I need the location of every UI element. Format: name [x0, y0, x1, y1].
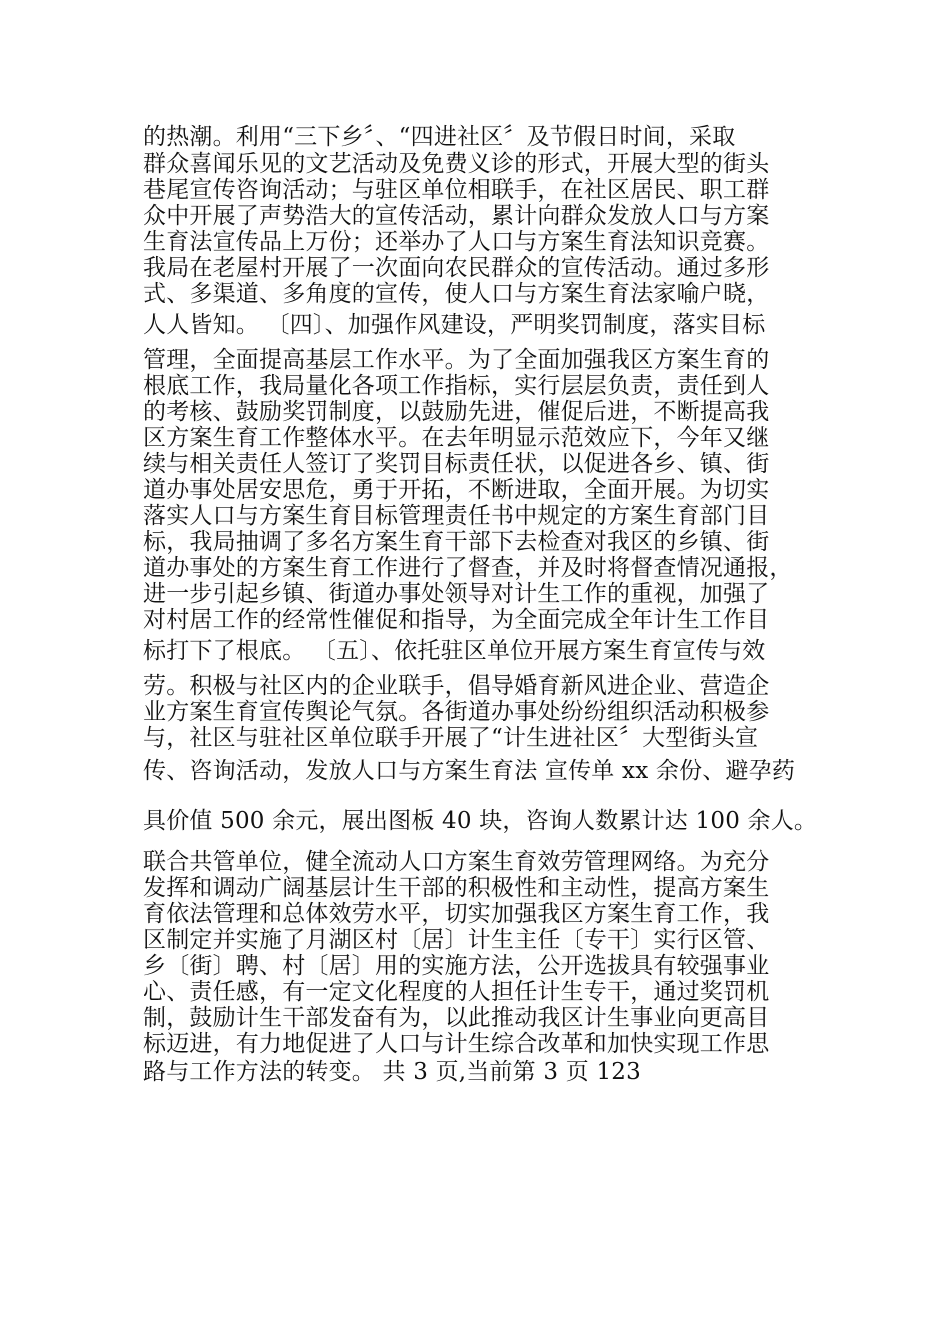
text-line: 传、咨询活动，发放人口与方案生育法 宣传单 xx 余份、避孕药 [143, 758, 796, 784]
text-line: 业方案生育宣传舆论气氛。各街道办事处纷纷组织活动积极参 [143, 699, 770, 725]
text-line: 标，我局抽调了多名方案生育干部下去检查对我区的乡镇、街 [143, 529, 770, 555]
text-line: 道办事处的方案生育工作进行了督查，并及时将督查情况通报， [143, 555, 793, 581]
text-line: 进一步引起乡镇、街道办事处领导对计生工作的重视，加强了 [143, 581, 770, 607]
text-line: 标打下了根底。 〔五〕、依托驻区单位开展方案生育宣传与效 [143, 638, 766, 664]
text-line: 乡〔街〕聘、村〔居〕用的实施方法，公开选拔具有较强事业 [143, 953, 770, 979]
text-line: 区制定并实施了月湖区村〔居〕计生主任〔专干〕实行区管、 [143, 927, 770, 953]
text-line: 众中开展了声势浩大的宣传活动，累计向群众发放人口与方案 [143, 203, 770, 229]
text-line: 制，鼓励计生干部发奋有为，以此推动我区计生事业向更高目 [143, 1005, 770, 1031]
text-line: 与，社区与驻社区单位联手开展了“计生进社区〞大型街头宣 [143, 725, 759, 751]
text-line: 管理，全面提高基层工作水平。为了全面加强我区方案生育的 [143, 347, 770, 373]
text-line: 的考核、鼓励奖罚制度，以鼓励先进，催促后进，不断提高我 [143, 399, 770, 425]
text-line: 心、责任感，有一定文化程度的人担任计生专干，通过奖罚机 [143, 979, 770, 1005]
text-line: 具价值 500 余元，展出图板 40 块，咨询人数累计达 100 余人。 [143, 808, 818, 834]
text-line: 式、多渠道、多角度的宣传，使人口与方案生育法家喻户晓， [143, 281, 770, 307]
text-line: 续与相关责任人签订了奖罚目标责任状，以促进各乡、镇、街 [143, 451, 770, 477]
text-line: 道办事处居安思危，勇于开拓，不断进取，全面开展。为切实 [143, 477, 770, 503]
text-line: 劳。积极与社区内的企业联手，倡导婚育新风进企业、营造企 [143, 673, 770, 699]
text-line: 落实人口与方案生育目标管理责任书中规定的方案生育部门目 [143, 503, 770, 529]
text-line: 联合共管单位，健全流动人口方案生育效劳管理网络。为充分 [143, 849, 770, 875]
text-line: 路与工作方法的转变。 共 3 页,当前第 3 页 123 [143, 1059, 641, 1085]
text-line: 人人皆知。 〔四〕、加强作风建设，严明奖罚制度，落实目标 [143, 312, 766, 338]
text-line: 区方案生育工作整体水平。在去年明显示范效应下，今年又继 [143, 425, 770, 451]
text-line: 根底工作，我局量化各项工作指标，实行层层负责，责任到人 [143, 373, 770, 399]
text-line: 群众喜闻乐见的文艺活动及免费义诊的形式，开展大型的街头 [143, 151, 770, 177]
text-line: 我局在老屋村开展了一次面向农民群众的宣传活动。通过多形 [143, 255, 770, 281]
text-line: 标迈进，有力地促进了人口与计生综合改革和加快实现工作思 [143, 1031, 770, 1057]
text-line: 的热潮。利用“三下乡〞、“四进社区〞及节假日时间，采取 [143, 124, 736, 150]
text-line: 对村居工作的经常性催促和指导，为全面完成全年计生工作目 [143, 607, 770, 633]
text-line: 育依法管理和总体效劳水平，切实加强我区方案生育工作，我 [143, 901, 770, 927]
text-line: 巷尾宣传咨询活动；与驻区单位相联手，在社区居民、职工群 [143, 177, 770, 203]
text-line: 生育法宣传品上万份；还举办了人口与方案生育法知识竞赛。 [143, 229, 770, 255]
text-line: 发挥和调动广阔基层计生干部的积极性和主动性，提高方案生 [143, 875, 770, 901]
